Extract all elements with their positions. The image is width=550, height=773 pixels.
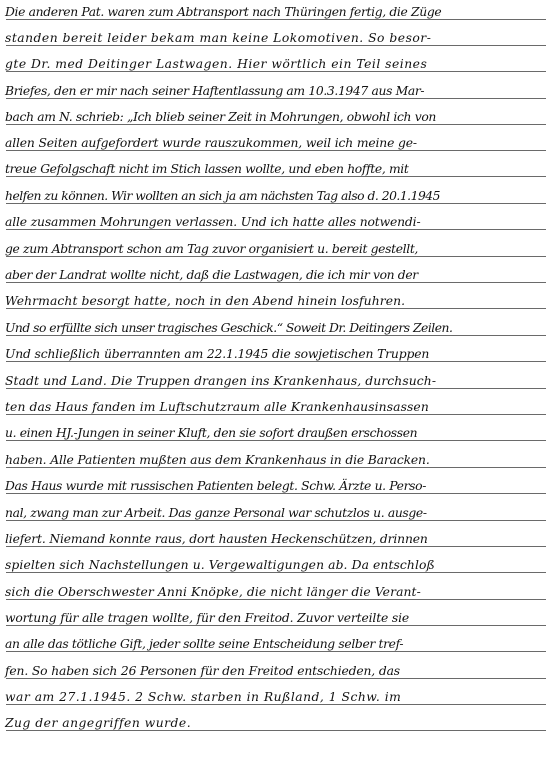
text-line: u. einen HJ.-Jungen in seiner Kluft, den sie sofort draußen erschossen [5,425,418,440]
text-line: Und so erfüllte sich unser tragisches Geschick.“ Soweit Dr. Deitingers Zeilen. [5,320,453,335]
text-line: treue Gefolgschaft nicht im Stich lassen wollte, und eben hoffte, mit [5,161,409,176]
text-line: wortung für alle tragen wollte, für den Freitod. Zuvor verteilte sie [5,610,410,625]
text-line: alle zusammen Mohrungen verlassen. Und ich hatte alles notwendi- [5,214,421,229]
text-line: Zug der angegriffen wurde. [5,715,192,730]
text-line: fen. So haben sich 26 Personen für den Freitod entschieden, das [5,663,400,678]
text-line: standen bereit leider bekam man keine Lokomotiven. So besor- [5,30,432,45]
text-line: ten das Haus fanden im Luftschutzraum alle Krankenhausinsassen [5,399,429,414]
text-line: aber der Landrat wollte nicht, daß die Lastwagen, die ich mir von der [5,267,418,282]
text-line: haben. Alle Patienten mußten aus dem Krankenhaus in die Baracken. [5,452,430,467]
text-line: an alle das tötliche Gift, jeder sollte seine Entscheidung selber tref- [5,636,404,651]
text-line: gte Dr. med Deitinger Lastwagen. Hier wörtlich ein Teil seines [5,56,428,71]
text-line: Briefes, den er mir nach seiner Haftentlassung am 10.3.1947 aus Mar- [5,83,425,98]
text-line: Stadt und Land. Die Truppen drangen ins Krankenhaus, durchsuch- [5,373,437,388]
text-line: liefert. Niemand konnte raus, dort hausten Heckenschützen, drinnen [5,531,428,546]
text-line: ge zum Abtransport schon am Tag zuvor organisiert u. bereit gestellt, [5,241,419,256]
text-line: Und schließlich überrannten am 22.1.1945 die sowjetischen Truppen [5,346,430,361]
text-line: Wehrmacht besorgt hatte, noch in den Abend hinein losfuhren. [5,293,406,308]
text-line: allen Seiten aufgefordert wurde rauszukommen, weil ich meine ge- [5,135,417,150]
text-line: bach am N. schrieb: „Ich blieb seiner Zeit in Mohrungen, obwohl ich von [5,109,436,124]
text-line: nal, zwang man zur Arbeit. Das ganze Personal war schutzlos u. ausge- [5,505,427,520]
text-line: helfen zu können. Wir wollten an sich ja am nächsten Tag also d. 20.1.1945 [5,188,440,203]
text-line: Die anderen Pat. waren zum Abtransport nach Thüringen fertig, die Züge [5,4,442,19]
text-line: war am 27.1.1945. 2 Schw. starben in Rußland, 1 Schw. im [5,689,402,704]
text-line: sich die Oberschwester Anni Knöpke, die nicht länger die Verant- [5,584,421,599]
text-line: Das Haus wurde mit russischen Patienten belegt. Schw. Ärzte u. Perso- [5,478,427,493]
text-line: spielten sich Nachstellungen u. Vergewaltigungen ab. Da entschloß [5,557,435,572]
